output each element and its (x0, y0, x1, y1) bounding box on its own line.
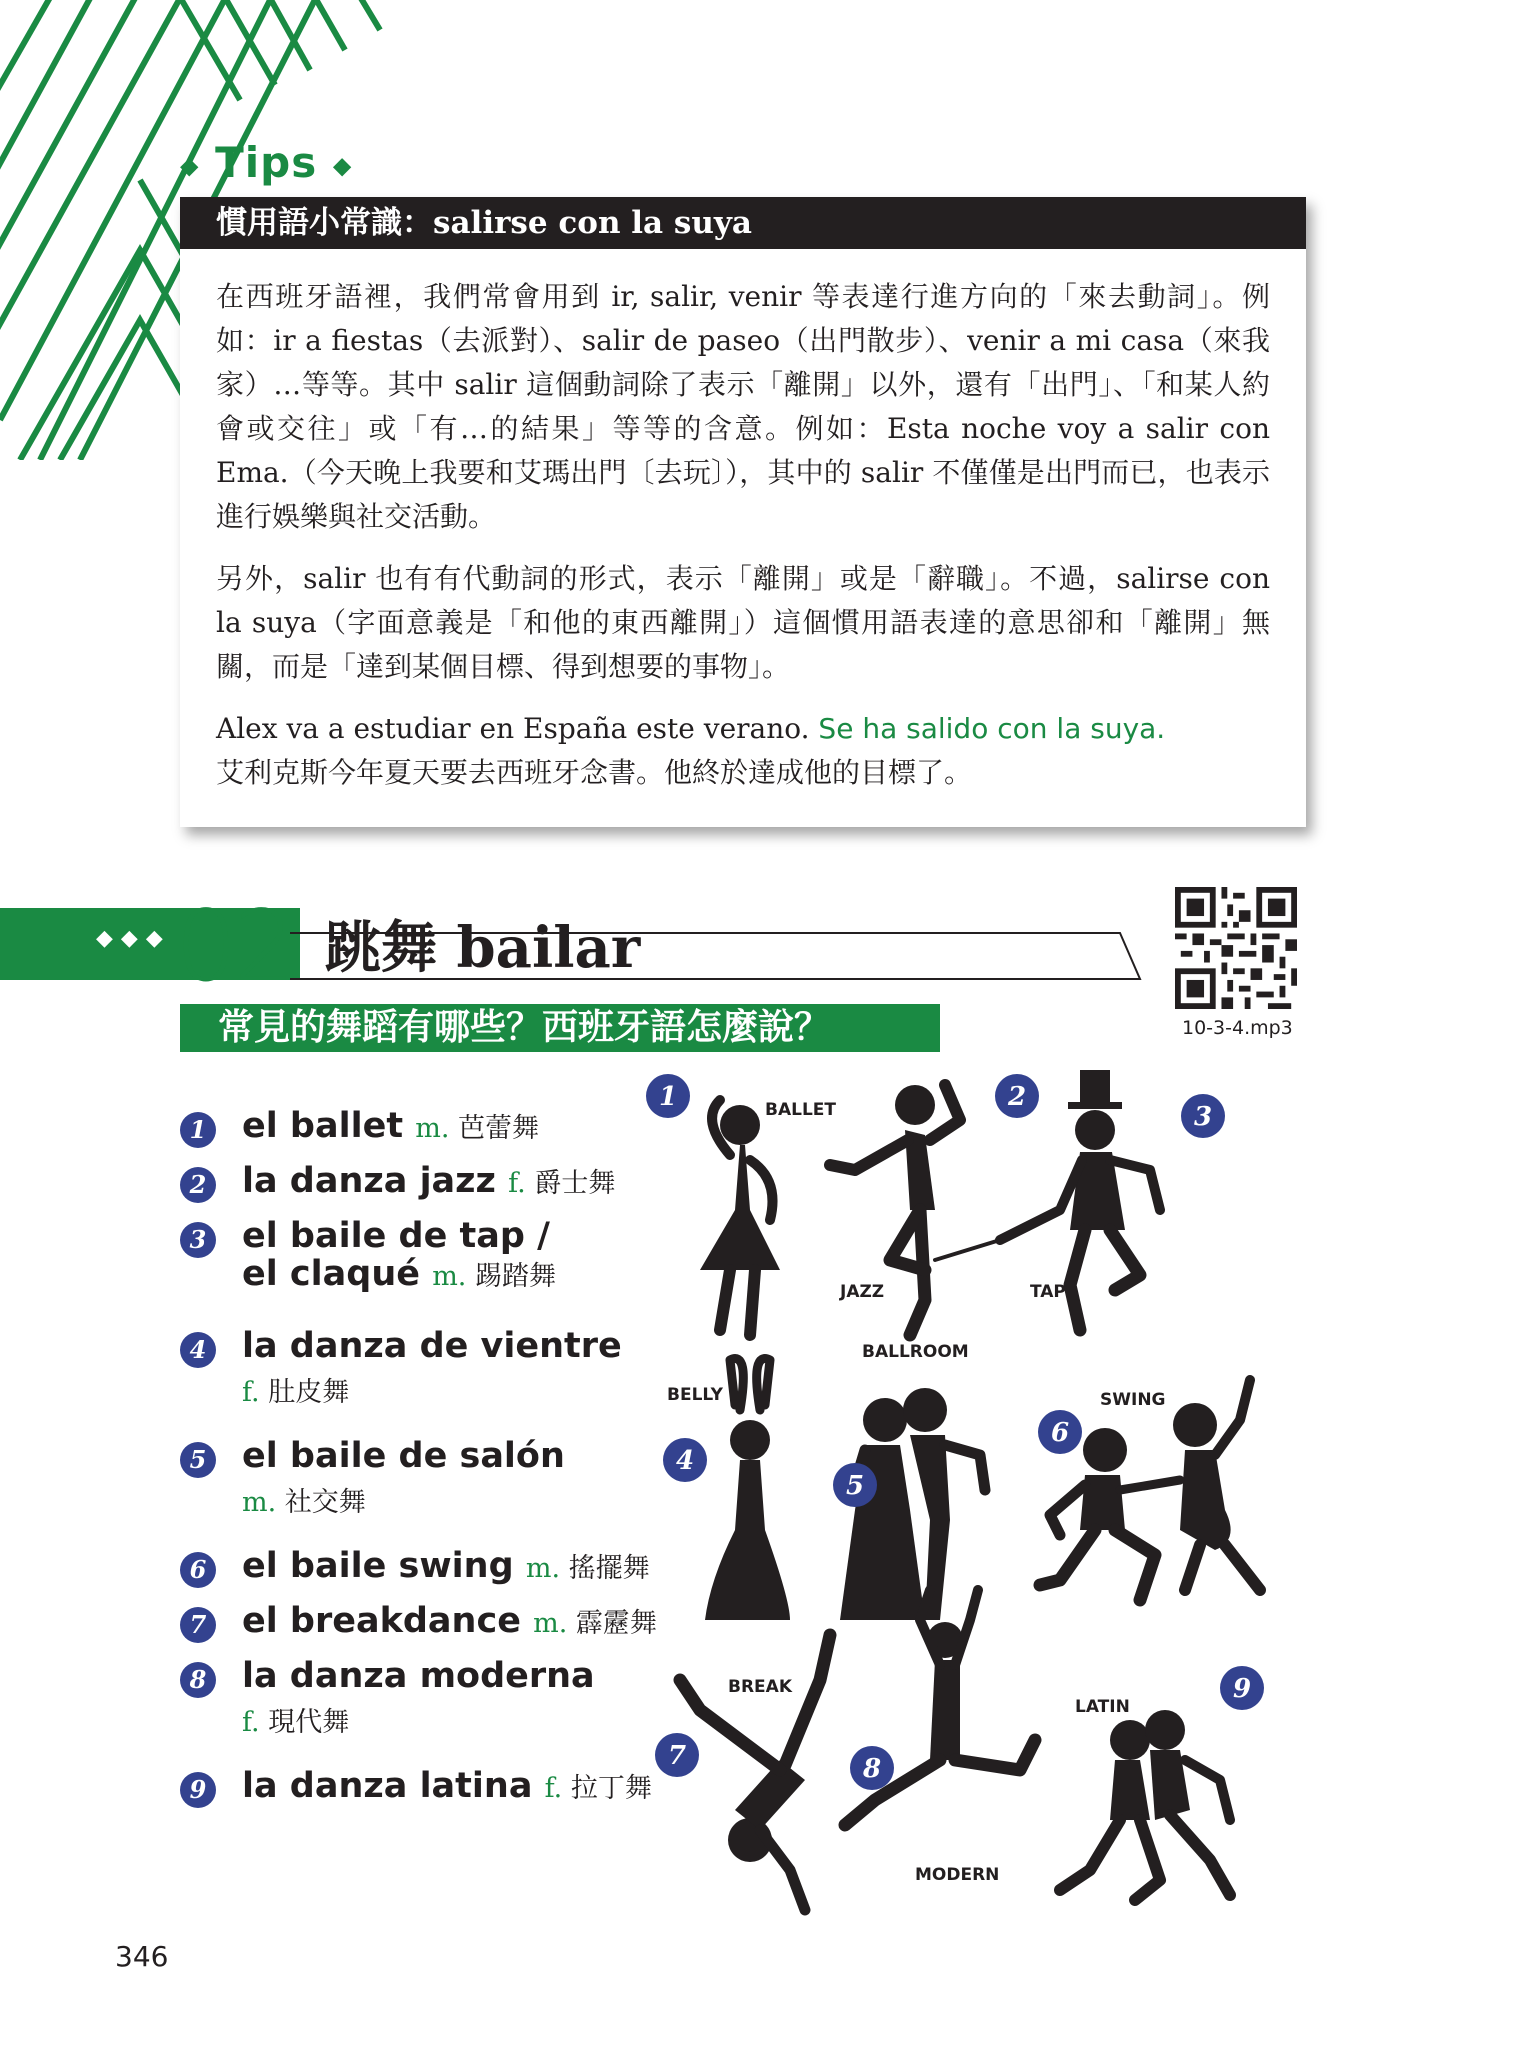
svg-text:1: 1 (658, 1082, 678, 1112)
qr-code-icon[interactable] (1175, 887, 1297, 1009)
tips-paragraph-1: 在西班牙語裡，我們常會用到 ir, salir, venir 等表達行進方向的「來去動詞」。例如：ir a fiestas（去派對）、salir de paseo（出門散步）、venir a mi casa（來我家）…等等。其中 salir 這個動詞除了表示「離開」以外，還有「出門」、「和某人約會或交往」或「有…的結果」等等的含意。例如：Esta noche voy a salir con Ema.（今天晚上我要和艾瑪出門〔去玩〕），其中的 salir 不僅僅是出門而已，也表示進行娛樂與社交活動。 (216, 280, 1270, 533)
tips-paragraph-2: 另外，salir 也有有代動詞的形式，表示「離開」或是「辭職」。不過，salirse con la suya（字面意義是「和他的東西離開」）這個慣用語表達的意思卻和「離開」無關，而是「達到某個目標、得到想要的事物」。 (216, 562, 1270, 683)
vocab-term: la danza latina (242, 1766, 533, 1806)
audio-filename: 10-3-4.mp3 (1182, 1017, 1293, 1039)
vocab-term: el claqué (242, 1254, 420, 1294)
number-badge: 2 (180, 1167, 216, 1203)
label-latin: LATIN (1075, 1697, 1130, 1717)
number-badge: 4 (180, 1332, 216, 1368)
tips-header: 慣用語小常識：salirse con la suya (180, 197, 1306, 249)
vocab-meaning: 霹靂舞 (575, 1608, 657, 1639)
page-number: 346 (115, 1940, 169, 1973)
number-badge: 8 (180, 1662, 216, 1698)
vocab-term: la danza de vientre (242, 1326, 622, 1366)
vocab-term: el breakdance (242, 1601, 521, 1641)
number-badge: 7 (180, 1607, 216, 1643)
number-badge: 5 (180, 1442, 216, 1478)
vocab-gender: m. (415, 1113, 450, 1144)
vocab-meaning: 社交舞 (284, 1487, 366, 1518)
subtitle-banner (180, 1004, 940, 1052)
vocab-term: el ballet (242, 1106, 404, 1146)
example-spanish: Alex va a estudiar en España este verano. (216, 712, 810, 745)
vocab-gender: m. (533, 1608, 568, 1639)
vocab-meaning: 芭蕾舞 (458, 1113, 540, 1144)
section-title: 跳舞 bailar (325, 915, 641, 981)
subtitle-text: 常見的舞蹈有哪些？西班牙語怎麼說？ (218, 1007, 831, 1048)
vocab-gender: f. (242, 1707, 260, 1738)
diamond-icon: ◆◆◆ (96, 926, 171, 951)
svg-text:9: 9 (1232, 1674, 1252, 1704)
label-jazz: JAZZ (840, 1282, 885, 1302)
vocab-term: la danza jazz (242, 1161, 496, 1201)
label-ballroom: BALLROOM (862, 1342, 969, 1362)
vocab-term: el baile swing (242, 1546, 514, 1586)
vocab-meaning: 搖擺舞 (568, 1553, 650, 1584)
label-swing: SWING (1100, 1390, 1166, 1410)
figure-badge (995, 1074, 1039, 1118)
example-highlight: Se ha salido con la suya. (818, 712, 1166, 745)
latin-figure (1060, 1710, 1230, 1900)
vocab-meaning: 肚皮舞 (268, 1377, 350, 1408)
vocab-gender: f. (544, 1773, 563, 1804)
figure-badge (646, 1074, 690, 1118)
tips-box (180, 197, 1306, 827)
tips-body (180, 249, 1306, 795)
figure-badge (833, 1463, 877, 1507)
diamond-icon: ◆ (180, 151, 200, 180)
label-break: BREAK (728, 1677, 792, 1697)
vocab-meaning: 踢踏舞 (474, 1261, 556, 1292)
vocab-gender: f. (508, 1168, 526, 1199)
svg-text:5: 5 (845, 1471, 865, 1501)
vocab-gender: f. (242, 1377, 260, 1408)
svg-text:6: 6 (1050, 1418, 1070, 1448)
tips-label-text: Tips (215, 138, 318, 187)
section-number: 02 (175, 890, 292, 1004)
number-badge: 3 (180, 1222, 216, 1258)
example-chinese: 艾利克斯今年夏天要去西班牙念書。他終於達成他的目標了。 (216, 756, 973, 789)
diamond-icon: ◆ (332, 151, 353, 180)
label-tap: TAP (1030, 1282, 1066, 1302)
svg-text:4: 4 (675, 1446, 695, 1476)
number-badge: 1 (180, 1112, 216, 1148)
vocab-term: el baile de tap / (242, 1216, 550, 1256)
figure-badge (850, 1746, 894, 1790)
figure-badge (1038, 1410, 1082, 1454)
svg-text:8: 8 (862, 1754, 882, 1784)
tips-example (216, 707, 1270, 795)
vocab-meaning: 拉丁舞 (570, 1773, 652, 1804)
number-badge: 6 (180, 1552, 216, 1588)
vocab-term: la danza moderna (242, 1656, 595, 1696)
figure-badge (655, 1733, 699, 1777)
vocab-meaning: 現代舞 (268, 1707, 350, 1738)
vocab-meaning: 爵士舞 (534, 1168, 616, 1199)
figure-badge (1181, 1094, 1225, 1138)
label-ballet: BALLET (765, 1100, 836, 1120)
vocab-gender: m. (242, 1487, 277, 1518)
vocab-gender: m. (525, 1553, 561, 1584)
vocab-term: el baile de salón (242, 1436, 565, 1476)
svg-text:7: 7 (667, 1741, 687, 1771)
svg-text:2: 2 (1007, 1082, 1027, 1112)
dance-illustration (640, 1060, 1300, 1920)
tips-label (180, 138, 352, 187)
vocab-gender: m. (432, 1261, 467, 1292)
label-modern: MODERN (915, 1865, 1000, 1885)
ballet-figure (700, 1100, 780, 1335)
figure-badge (1220, 1666, 1264, 1710)
figure-badge (663, 1438, 707, 1482)
swing-figure (1040, 1380, 1260, 1600)
label-belly: BELLY (667, 1385, 723, 1405)
svg-text:3: 3 (1193, 1102, 1213, 1132)
number-badge: 9 (180, 1772, 216, 1808)
